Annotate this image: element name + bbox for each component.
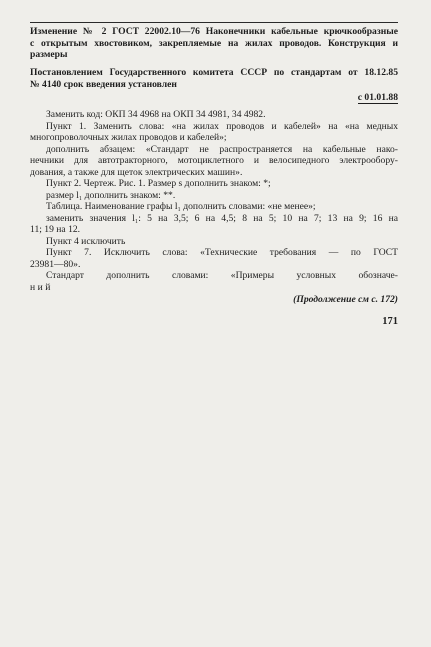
body-line: многопроволочных жилах проводов и кабелей»; xyxy=(30,132,227,143)
header-line: Изменение № 2 ГОСТ 22002.10—76 Наконечники кабельные крючкообразные xyxy=(30,26,398,37)
continuation-note: (Продолжение см с. 172) xyxy=(293,294,398,305)
body-line: заменить значения l₁: 5 на 3,5; 6 на 4,5; 8 на 5; 10 на 7; 13 на 9; 16 на xyxy=(46,212,398,224)
decree-line: Постановлением Государственного комитета СССР по стандартам от 18.12.85 xyxy=(30,67,398,78)
body-line: дования, а также для щеток электрических машин». xyxy=(30,166,243,178)
body-line: Пункт 1. Заменить слова: «на жилах проводов и кабелей» на «на медных xyxy=(46,120,398,132)
decree-line: № 4140 срок введения установлен xyxy=(30,78,177,90)
effective-date-row xyxy=(30,92,398,104)
body-line: ний xyxy=(30,281,53,293)
header-line: размеры xyxy=(30,49,68,60)
top-rule xyxy=(30,22,398,23)
body-line: Таблица. Наименование графы l₁ дополнить словами: «не менее»; xyxy=(46,201,316,212)
body-line: 23981—80». xyxy=(30,258,81,270)
page-number: 171 xyxy=(382,316,398,327)
body-line: Стандарт дополнить словами: «Примеры условных обозначе- xyxy=(46,270,398,281)
body-line: нечники для автотракторного, мотоциклетного и велосипедного электрообору- xyxy=(30,155,398,166)
decree xyxy=(30,67,398,104)
body-line: дополнить абзацем: «Стандарт не распространяется на кабельные нако- xyxy=(46,143,398,155)
body-line: Пункт 4 исключить xyxy=(46,235,126,247)
body-line: 11; 19 на 12. xyxy=(30,224,81,235)
header-line: с открытым хвостовиком, закрепляемые на жилах проводов. Конструкция и xyxy=(30,37,398,49)
amendment-body xyxy=(30,109,398,293)
body-line: Заменить код: ОКП 34 4968 на ОКП 34 4981, 34 4982. xyxy=(46,109,266,120)
body-line: размер l₁ дополнить знаком: **. xyxy=(46,189,176,201)
amendment-header xyxy=(30,26,398,61)
effective-date: с 01.01.88 xyxy=(357,92,398,103)
body-line: Пункт 2. Чертеж. Рис. 1. Размер s дополнить знаком: *; xyxy=(46,178,271,189)
body-line: Пункт 7. Исключить слова: «Технические требования — по ГОСТ xyxy=(46,247,398,258)
